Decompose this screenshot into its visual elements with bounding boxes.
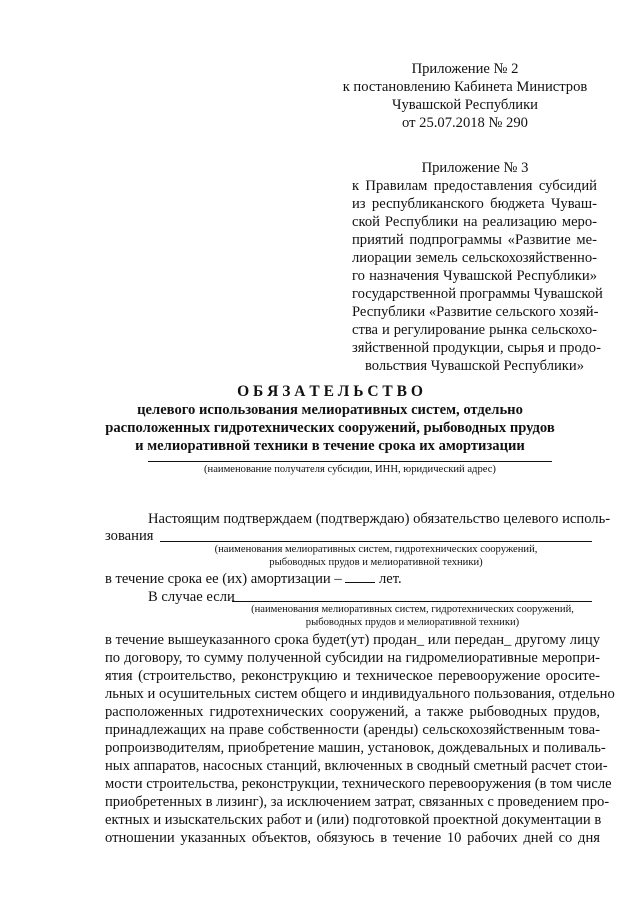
paragraph-line: ных аппаратов, насосных станций, включенных в сводный сметный расчет стои-: [105, 758, 608, 774]
appendix3-line: ства и регулирование рынка сельскохо-: [352, 322, 597, 338]
paragraph-line: расположенных гидротехнических сооружений, а также рыбоводных прудов,: [105, 704, 600, 720]
paragraph-line: ятия (строительство, реконструкцию и техническое перевооружение оросите-: [105, 668, 600, 684]
paragraph-line: ропроизводителям, приобретение машин, установок, дождевальных и поливаль-: [105, 740, 606, 756]
appendix2-republic: Чувашской Республики: [392, 97, 538, 113]
appendix3-line: го назначения Чувашской Республики»: [352, 268, 597, 284]
paragraph-line: по договору, то сумму полученной субсидии на гидромелиоративные меропри-: [105, 650, 600, 666]
appendix3-line: государственной программы Чувашской: [352, 286, 603, 302]
recipient-blank-line[interactable]: [148, 461, 552, 462]
case-caption-line2: рыбоводных прудов и мелиоративной техники): [305, 617, 520, 628]
appendix3-line: приятий подпрограммы «Развитие ме-: [352, 232, 597, 248]
appendix3-line: лиорации земель сельскохозяйственно-: [352, 250, 597, 266]
paragraph-line: приобретенных в лизинг), за исключением затрат, связанных с проведением про-: [105, 794, 610, 810]
case-prefix: В случае если: [148, 589, 235, 605]
document-subtitle-line: целевого использования мелиоративных систем, отдельно: [137, 402, 523, 418]
appendix2-decree: к постановлению Кабинета Министров: [342, 79, 588, 95]
paragraph-line: отношении указанных объектов, обязуюсь в течение 10 рабочих дней со дня: [105, 830, 600, 846]
appendix3-line: зяйственной продукции, сырья и продо-: [352, 340, 601, 356]
document-subtitle-line: расположенных гидротехнических сооружений, рыбоводных прудов: [105, 420, 555, 436]
systems-blank-line[interactable]: [160, 541, 592, 542]
document-subtitle-line: и мелиоративной техники в течение срока их амортизации: [135, 438, 525, 454]
term-suffix: лет.: [378, 571, 402, 587]
appendix2-title: Приложение № 2: [411, 61, 519, 77]
paragraph-line: принадлежащих на праве собственности (аренды) сельскохозяйственным това-: [105, 722, 600, 738]
appendix3-line: к Правилам предоставления субсидий: [352, 178, 597, 194]
paragraph-line: мости строительства, реконструкции, технического перевооружения (в том числе: [105, 776, 612, 792]
appendix3-line: вольствия Чувашской Республики»: [364, 358, 585, 374]
document-title: О Б Я З А Т Е Л Ь С Т В О: [237, 383, 423, 400]
recipient-caption: (наименование получателя субсидии, ИНН, юридический адрес): [204, 464, 496, 475]
term-line: [105, 570, 402, 588]
case-systems-blank-line[interactable]: [232, 601, 592, 602]
paragraph-line: в течение вышеуказанного срока будет(ут) продан_ или передан_ другому лицу: [105, 632, 600, 648]
systems-caption-line2: рыбоводных прудов и мелиоративной техники): [269, 557, 483, 568]
paragraph-line: льных и осушительных систем общего и индивидуального пользования, отдельно: [105, 686, 615, 702]
appendix3-line: ской Республики на реализацию меро-: [352, 214, 597, 230]
systems-caption-line1: (наименования мелиоративных систем, гидротехнических сооружений,: [214, 544, 538, 555]
term-years-blank[interactable]: [345, 570, 375, 583]
case-caption-line1: (наименования мелиоративных систем, гидротехнических сооружений,: [251, 604, 574, 615]
body-line: Настоящим подтверждаем (подтверждаю) обязательство целевого исполь-: [148, 511, 611, 527]
term-prefix: в течение срока ее (их) амортизации –: [105, 571, 342, 587]
appendix3-line: из республиканского бюджета Чуваш-: [352, 196, 597, 212]
appendix3-title: Приложение № 3: [421, 160, 529, 176]
appendix3-line: Республики «Развитие сельского хозяй-: [352, 304, 599, 320]
paragraph-line: ектных и изыскательских работ и (или) подготовкой проектной документации в: [105, 812, 602, 828]
appendix2-date: от 25.07.2018 № 290: [402, 115, 528, 131]
body-line-prefix: зования: [105, 528, 154, 544]
